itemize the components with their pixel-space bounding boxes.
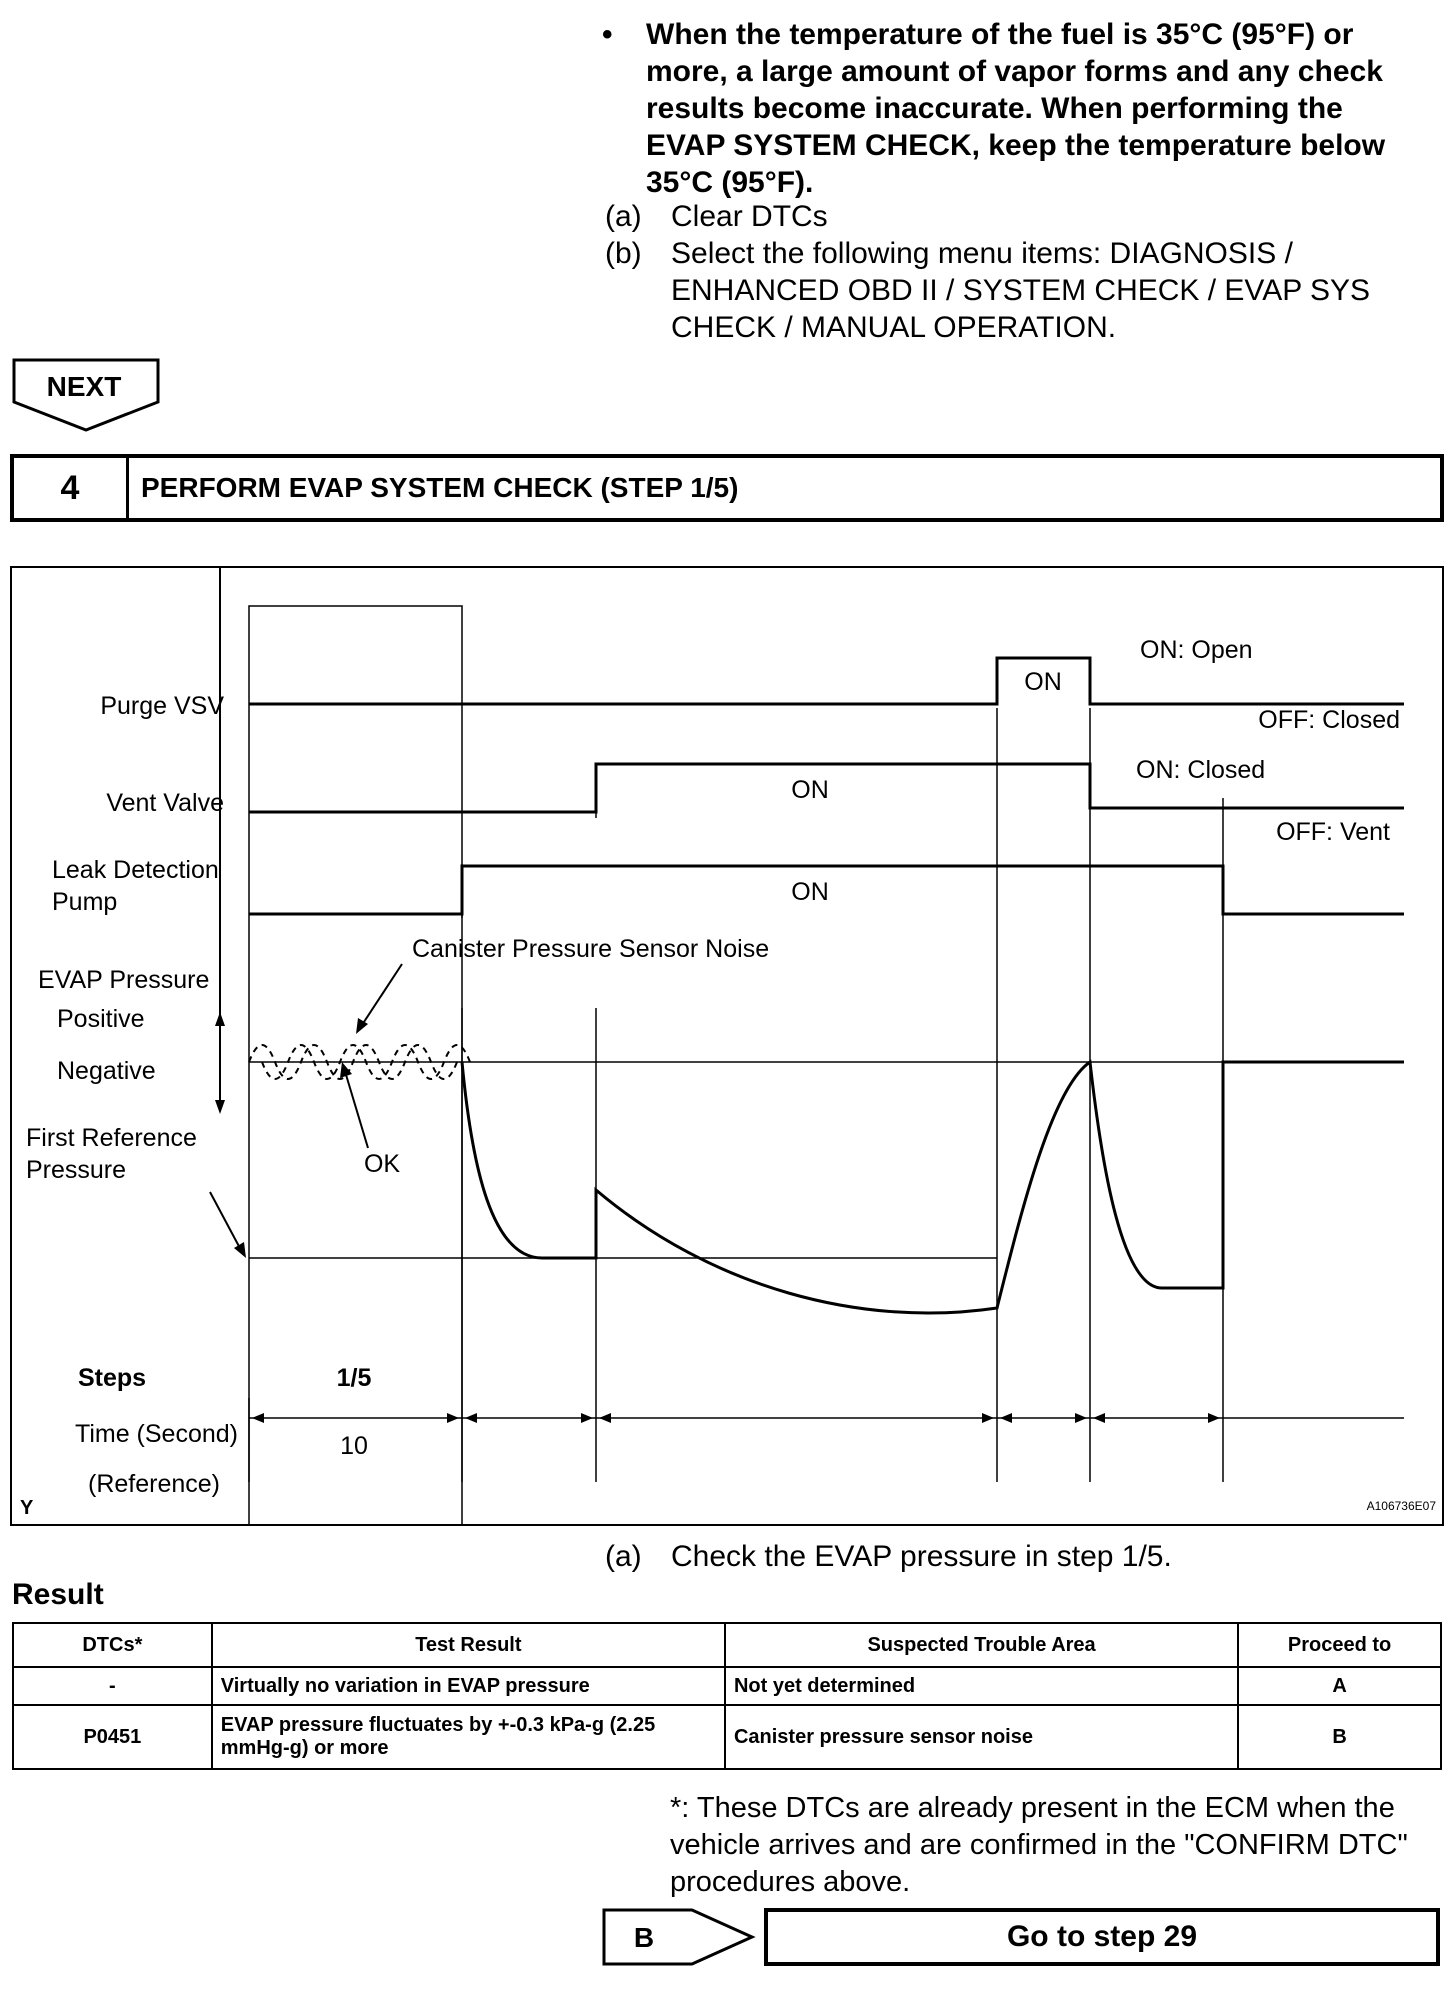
table-row [13,1705,1441,1769]
check-instruction [605,1540,1172,1574]
evap-pressure-curve [462,1062,1404,1313]
vent-on-note: ON: Closed [1136,756,1266,784]
check-label: (a) [605,1540,642,1573]
time-value: 10 [340,1432,368,1460]
footnote: *: These DTCs are already present in the ECM when the vehicle arrives and are confirmed in the "CONFIRM DTC" procedures above. [670,1792,1408,1898]
vent-off-note: OFF: Vent [1276,818,1390,846]
vent-on-label: ON [791,776,829,804]
header-proceed-to: Proceed to [1238,1623,1441,1667]
ok-pointer-arrow [344,1068,368,1148]
next-label: NEXT [46,371,122,402]
step-text: Select the following menu items: DIAGNOSIS / ENHANCED OBD II / SYSTEM CHECK / EVAP SYS CHECK / MANUAL OPERATION. [671,237,1371,344]
time-label: Time (Second) [74,1420,238,1448]
purge-on-label: ON [1024,668,1062,696]
temperature-warning [602,16,1425,201]
goto-label: B [633,1922,655,1953]
step-value: 1/5 [336,1364,372,1392]
goto-step-box[interactable]: Go to step 29 [764,1908,1440,1966]
cell-suspected-area: Not yet determined [725,1667,1238,1705]
reference-pointer-arrow [210,1192,242,1252]
reference-label: (Reference) [88,1470,220,1498]
purge-vsv-signal [249,658,1404,704]
header-suspected-area: Suspected Trouble Area [725,1623,1238,1667]
cell-proceed: B [1238,1705,1441,1769]
cell-test-result: EVAP pressure fluctuates by +-0.3 kPa-g (2.25 mmHg-g) or more [212,1705,725,1769]
figure-id: A106736E07 [1366,1499,1436,1513]
cell-test-result: Virtually no variation in EVAP pressure [212,1667,725,1705]
header-test-result: Test Result [212,1623,725,1667]
first-reference-label-2: Pressure [26,1156,127,1184]
noise-pointer-arrow [360,964,402,1028]
positive-label: Positive [57,1005,145,1033]
warning-text: When the temperature of the fuel is 35°C (95°F) or more, a large amount of vapor forms and any check results become inaccurate. When performing the EVAP SYSTEM CHECK, keep the temperature below 35°C (95°F). [646,18,1386,199]
result-heading: Result [12,1578,104,1611]
purge-off-note: OFF: Closed [1258,706,1400,734]
next-button[interactable] [12,358,160,439]
purge-vsv-label: Purge VSV [100,692,224,720]
cell-suspected-area: Canister pressure sensor noise [725,1705,1238,1769]
ok-annotation: OK [363,1150,401,1178]
table-header-row [13,1623,1441,1667]
corner-mark: Y [20,1497,34,1519]
table-row [13,1667,1441,1705]
step-header [10,454,1444,522]
step-label: (b) [605,237,642,270]
step-title: PERFORM EVAP SYSTEM CHECK (STEP 1/5) [141,472,739,503]
goto-b-button[interactable] [600,1906,760,1973]
bullet-icon: • [602,18,613,51]
leak-pump-label-2: Pump [52,888,118,916]
negative-label: Negative [57,1057,156,1085]
step-a [605,198,1425,235]
purge-on-note: ON: Open [1140,636,1253,664]
header-dtcs: DTCs* [13,1623,212,1667]
timing-diagram [10,566,1444,1526]
cell-dtc: - [13,1667,212,1705]
step-b [605,235,1425,346]
check-text: Check the EVAP pressure in step 1/5. [671,1540,1172,1573]
cell-proceed: A [1238,1667,1441,1705]
noise-annotation: Canister Pressure Sensor Noise [412,935,770,963]
steps-label: Steps [77,1364,147,1392]
step-text: Clear DTCs [671,200,828,233]
first-reference-label-1: First Reference [26,1124,197,1152]
step-number: 4 [14,458,129,518]
cell-dtc: P0451 [13,1705,212,1769]
goto-arrow-icon [604,1910,752,1964]
leak-pump-label-1: Leak Detection [52,856,219,884]
vent-valve-label: Vent Valve [106,789,224,817]
pump-on-label: ON [791,878,829,906]
result-table [12,1622,1442,1770]
evap-pressure-label: EVAP Pressure [38,966,210,994]
step-label: (a) [605,200,642,233]
